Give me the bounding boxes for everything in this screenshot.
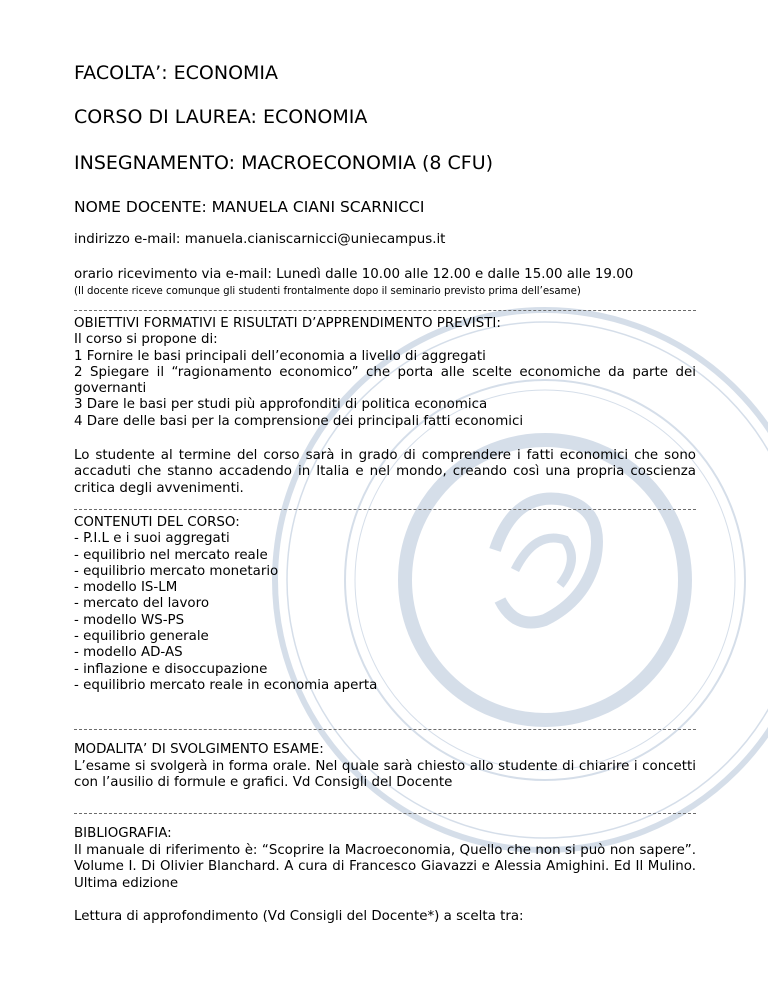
contents-item: - P.I.L e i suoi aggregati <box>74 531 230 547</box>
contents-item: - equilibrio mercato monetario <box>74 563 279 579</box>
objectives-section <box>74 316 696 430</box>
contents-section <box>74 515 696 694</box>
section-separator <box>74 813 696 814</box>
contents-item: - equilibrio nel mercato reale <box>74 547 268 563</box>
exam-text: L’esame si svolgerà in forma orale. Nel quale sarà chiesto allo studente di chiarire i concetti con l’ausilio di formule e grafici. Vd Consigli del Docente <box>74 759 696 791</box>
contents-item: - modello WS-PS <box>74 612 185 628</box>
objective-item-1: 1 Fornire le basi principali dell’economia a livello di aggregati <box>74 348 486 364</box>
objectives-title: OBIETTIVI FORMATIVI E RISULTATI D’APPRENDIMENTO PREVISTI: <box>74 316 501 331</box>
email-line: indirizzo e-mail: manuela.cianiscarnicci@uniecampus.it <box>74 232 446 247</box>
contents-item: - equilibrio generale <box>74 629 209 645</box>
objective-item-2: 2 Spiegare il “ragionamento economico” che porta alle scelte economiche da parte dei governanti <box>74 364 696 397</box>
course-heading: INSEGNAMENTO: MACROECONOMIA (8 CFU) <box>74 152 494 174</box>
contents-item: - mercato del lavoro <box>74 596 210 612</box>
section-separator <box>74 729 696 730</box>
section-separator <box>74 509 696 510</box>
contents-item: - equilibrio mercato reale in economia aperta <box>74 677 378 693</box>
teacher-name: NOME DOCENTE: MANUELA CIANI SCARNICCI <box>74 198 425 216</box>
office-hours-note: (Il docente riceve comunque gli studenti frontalmente dopo il seminario previsto prima dell’esame) <box>74 286 581 297</box>
contents-item: - modello IS-LM <box>74 580 178 596</box>
exam-title: MODALITA’ DI SVOLGIMENTO ESAME: <box>74 742 324 757</box>
contents-item: - inflazione e disoccupazione <box>74 661 268 677</box>
objectives-intro: Il corso si propone di: <box>74 332 218 348</box>
further-reading-line: Lettura di approfondimento (Vd Consigli del Docente*) a scelta tra: <box>74 909 524 924</box>
objective-item-4: 4 Dare delle basi per la comprensione dei principali fatti economici <box>74 413 524 429</box>
learning-outcome-paragraph: Lo studente al termine del corso sarà in grado di comprendere i fatti economici che sono accaduti che stanno accadendo in Italia e nel mondo, creando così una propria coscienza critica degli avvenimenti. <box>74 448 696 496</box>
degree-course-heading: CORSO DI LAUREA: ECONOMIA <box>74 106 368 128</box>
bibliography-title: BIBLIOGRAFIA: <box>74 826 172 841</box>
bibliography-text: Il manuale di riferimento è: “Scoprire la Macroeconomia, Quello che non si può non sapere”. Volume I. Di Olivier Blanchard. A cura di Francesco Giavazzi e Alessia Amighini. Ed Il Mulino. Ultima edizione <box>74 843 696 891</box>
objective-item-3: 3 Dare le basi per studi più approfonditi di politica economica <box>74 397 488 413</box>
office-hours-line: orario ricevimento via e-mail: Lunedì dalle 10.00 alle 12.00 e dalle 15.00 alle 19.00 <box>74 267 634 282</box>
contents-title: CONTENUTI DEL CORSO: <box>74 515 240 530</box>
section-separator <box>74 310 696 311</box>
faculty-heading: FACOLTA’: ECONOMIA <box>74 62 279 84</box>
contents-item: - modello AD-AS <box>74 645 183 661</box>
